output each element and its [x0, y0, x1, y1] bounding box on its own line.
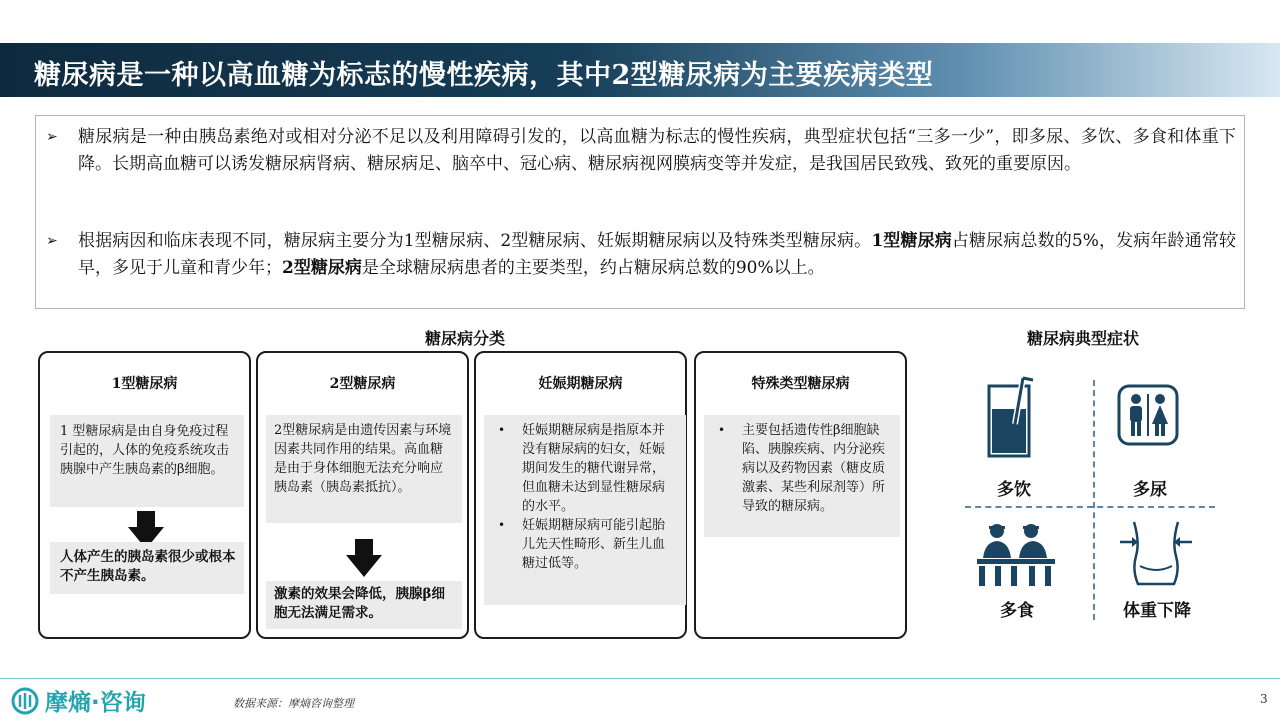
logo	[10, 684, 146, 717]
list-item	[712, 421, 890, 516]
symptoms-title: 糖尿病典型症状	[1027, 329, 1140, 348]
footer-divider	[0, 678, 1280, 679]
symptom-weight-label: 体重下降	[1123, 601, 1191, 621]
divider-horizontal	[965, 506, 1215, 508]
symptom-drink-label: 多饮	[997, 480, 1031, 500]
weight-loss-icon	[1118, 520, 1194, 590]
arrow-bullet-icon: ➢	[46, 129, 58, 145]
page-number: 3	[1260, 692, 1268, 706]
symptom-urine-label: 多尿	[1133, 480, 1167, 500]
logo-icon	[10, 686, 40, 716]
intro-bullet-2-bold1: 1型糖尿病	[871, 231, 952, 251]
page-title: 糖尿病是一种以高血糖为标志的慢性疾病，其中2型糖尿病为主要疾病类型	[34, 60, 934, 91]
card-type1-title: 1型糖尿病	[111, 376, 178, 392]
card-type2-description: 2型糖尿病是由遗传因素与环境因素共同作用的结果。高血糖是由于身体细胞无法充分响应胰岛素（胰岛素抵抗）。	[266, 415, 462, 523]
intro-bullet-2-text	[78, 228, 1236, 282]
intro-bullet-2-part3: 是全球糖尿病患者的主要类型，约占糖尿病总数的90%以上。	[361, 258, 825, 278]
logo-text: 摩熵·咨询	[45, 690, 146, 716]
bullet-dot-icon: •	[498, 423, 506, 437]
arrow-bullet-icon: ➢	[46, 233, 58, 249]
intro-bullet-2-bold2: 2型糖尿病	[282, 258, 362, 278]
source-note: 数据来源：摩熵咨询整理	[233, 697, 354, 710]
list-item	[492, 421, 676, 516]
intro-box	[35, 115, 1245, 309]
card-gestational-points	[484, 415, 686, 605]
drink-icon	[985, 376, 1037, 458]
intro-bullet-1-text: 糖尿病是一种由胰岛素绝对或相对分泌不足以及利用障碍引发的，以高血糖为标志的慢性疾病，典型症状包括“三多一少”，即多尿、多饮、多食和体重下降。长期高血糖可以诱发糖尿病肾病、糖尿病足、脑卒中、冠心病、糖尿病视网膜病变等并发症，是我国居民致残、致死的重要原因。	[78, 127, 1236, 174]
bullet-dot-icon: •	[498, 518, 506, 532]
eating-icon	[975, 522, 1057, 586]
divider-vertical	[1093, 380, 1095, 620]
card-type2-result: 激素的效果会降低，胰腺β细胞无法满足需求。	[266, 581, 462, 629]
intro-bullet-2	[46, 228, 1236, 282]
title-bar	[0, 43, 1280, 97]
intro-bullet-2-part2: 占糖尿病总数的5%，发病年龄通常较早，多见于儿童和青少年；	[78, 231, 1236, 278]
symptom-eat-label: 多食	[1000, 601, 1034, 621]
intro-bullet-2-part1: 根据病因和临床表现不同，糖尿病主要分为1型糖尿病、2型糖尿病、妊娠期糖尿病以及特殊类型糖尿病。	[78, 231, 872, 251]
card-gestational-title: 妊娠期糖尿病	[538, 376, 623, 392]
card-type1-result: 人体产生的胰岛素很少或根本不产生胰岛素。	[50, 542, 244, 594]
card-special-title: 特殊类型糖尿病	[751, 376, 850, 392]
restroom-icon	[1117, 384, 1179, 446]
special-point-1: 主要包括遗传性β细胞缺陷、胰腺疾病、内分泌疾病以及药物因素（糖皮质激素、某些利尿剂等）所导致的糖尿病。	[742, 423, 886, 514]
intro-bullet-1	[46, 124, 1236, 178]
bullet-dot-icon: •	[718, 423, 726, 437]
card-type2-title: 2型糖尿病	[329, 376, 396, 392]
card-type1-description: 1 型糖尿病是由自身免疫过程引起的，人体的免疫系统攻击胰腺中产生胰岛素的β细胞。	[50, 415, 244, 507]
card-type2	[256, 351, 469, 639]
card-special-points	[704, 415, 900, 537]
card-gestational	[474, 351, 687, 639]
classification-title: 糖尿病分类	[425, 329, 506, 348]
list-item	[492, 516, 676, 573]
card-special	[694, 351, 907, 639]
down-arrow-icon	[346, 539, 382, 577]
gestational-point-1: 妊娠期糖尿病是指原本并没有糖尿病的妇女，妊娠期间发生的糖代谢异常，但血糖未达到显性糖尿病的水平。	[522, 423, 666, 514]
gestational-point-2: 妊娠期糖尿病可能引起胎儿先天性畸形、新生儿血糖过低等。	[522, 518, 666, 571]
card-type1	[38, 351, 251, 639]
